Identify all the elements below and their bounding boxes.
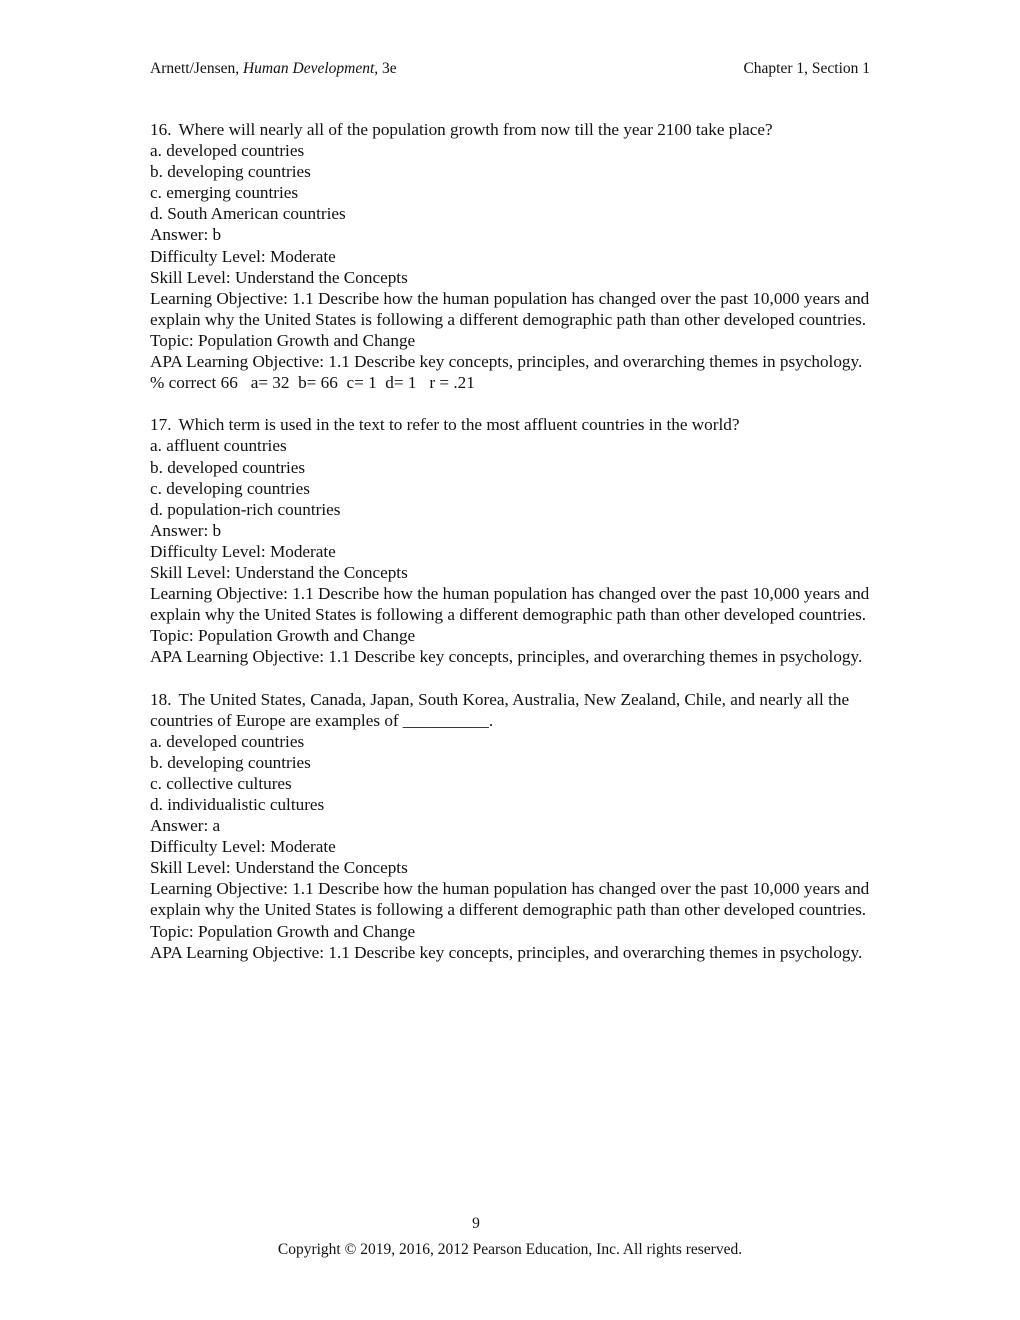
topic: Topic: Population Growth and Change <box>150 330 416 350</box>
topic: Topic: Population Growth and Change <box>150 921 416 941</box>
option-a: a. developed countries <box>150 731 305 751</box>
option-d: d. population-rich countries <box>150 499 341 519</box>
question-17 <box>150 414 880 667</box>
difficulty-level: Difficulty Level: Moderate <box>150 246 336 266</box>
option-b: b. developed countries <box>150 457 306 477</box>
difficulty-level: Difficulty Level: Moderate <box>150 541 336 561</box>
answer: Answer: b <box>150 225 222 245</box>
option-d: d. individualistic cultures <box>150 795 325 814</box>
apa-learning-objective: APA Learning Objective: 1.1 Describe key concepts, principles, and overarching themes in psychology. <box>150 647 863 667</box>
page-header <box>150 60 870 82</box>
header-book-title: Human Development, <box>242 60 379 77</box>
apa-learning-objective: APA Learning Objective: 1.1 Describe key concepts, principles, and overarching themes in psychology. <box>150 352 863 372</box>
question-text: Which term is used in the text to refer to the most affluent countries in the world? <box>178 415 740 435</box>
option-c: c. developing countries <box>150 478 310 498</box>
apa-learning-objective: APA Learning Objective: 1.1 Describe key concepts, principles, and overarching themes in psychology. <box>150 942 863 962</box>
option-b: b. developing countries <box>150 752 311 772</box>
question-16 <box>150 119 880 393</box>
option-a: a. affluent countries <box>150 436 287 456</box>
question-stem <box>150 689 880 731</box>
question-stem <box>150 414 880 435</box>
skill-level: Skill Level: Understand the Concepts <box>150 267 408 287</box>
question-number: 16. <box>150 120 172 139</box>
header-authors: Arnett/Jensen, <box>150 60 243 77</box>
difficulty-level: Difficulty Level: Moderate <box>150 837 336 857</box>
page-number: 9 <box>472 1215 480 1232</box>
question-number: 17. <box>150 415 172 435</box>
answer-statistics: % correct 66 a= 32 b= 66 c= 1 d= 1 r = .21 <box>150 373 475 393</box>
option-a: a. developed countries <box>150 141 305 161</box>
option-c: c. emerging countries <box>150 183 299 203</box>
option-b: b. developing countries <box>150 162 311 182</box>
question-18 <box>150 689 880 963</box>
learning-objective: Learning Objective: 1.1 Describe how the human population has changed over the past 10,000 years and explain why the United States is following a different demographic path than other developed countries. <box>150 879 870 920</box>
answer: Answer: b <box>150 520 222 540</box>
question-stem <box>150 119 880 140</box>
question-list <box>150 119 880 984</box>
learning-objective: Learning Objective: 1.1 Describe how the human population has changed over the past 10,000 years and explain why the United States is following a different demographic path than other developed countries. <box>150 288 870 329</box>
answer: Answer: a <box>150 816 221 836</box>
option-c: c. collective cultures <box>150 773 292 793</box>
copyright-notice: Copyright © 2019, 2016, 2012 Pearson Education, Inc. All rights reserved. <box>277 1241 743 1258</box>
topic: Topic: Population Growth and Change <box>150 626 416 646</box>
skill-level: Skill Level: Understand the Concepts <box>150 562 408 582</box>
header-citation <box>150 60 397 78</box>
header-chapter: Chapter 1, Section 1 <box>743 60 870 77</box>
header-edition: 3e <box>378 60 397 77</box>
learning-objective: Learning Objective: 1.1 Describe how the human population has changed over the past 10,000 years and explain why the United States is following a different demographic path than other developed countries. <box>150 584 870 625</box>
question-text: The United States, Canada, Japan, South Korea, Australia, New Zealand, Chile, and nearly all the countries of Europe are examples of __________. <box>150 689 850 730</box>
question-text: Where will nearly all of the population growth from now till the year 2100 take place? <box>178 120 773 139</box>
question-number: 18. <box>150 689 172 709</box>
option-d: d. South American countries <box>150 204 346 224</box>
skill-level: Skill Level: Understand the Concepts <box>150 858 408 878</box>
